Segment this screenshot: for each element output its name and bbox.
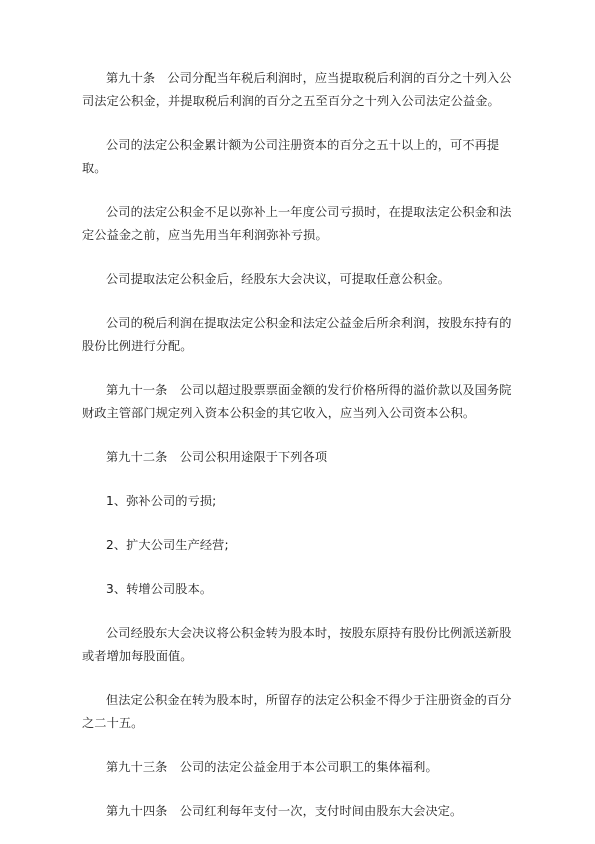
paragraph-article-91: 第九十一条 公司以超过股票票面金额的发行价格所得的溢价款以及国务院财政主管部门规定列入资本公积金的其它收入，应当列入公司资本公积。	[82, 383, 512, 420]
paragraph-article-94: 第九十四条 公司红利每年支付一次，支付时间由股东大会决定。	[106, 804, 463, 818]
paragraph-article-93: 第九十三条 公司的法定公益金用于本公司职工的集体福利。	[106, 760, 438, 774]
list-item-2: 2、扩大公司生产经营;	[106, 538, 229, 552]
paragraph-retained-reserve: 但法定公积金在转为股本时，所留存的法定公积金不得少于注册资金的百分之二十五。	[82, 693, 512, 730]
paragraph-capitalization: 公司经股东大会决议将公积金转为股本时，按股东原持有股份比例派送新股或者增加每股面值。	[82, 626, 512, 663]
paragraph-discretionary-reserve: 公司提取法定公积金后，经股东大会决议，可提取任意公积金。	[106, 272, 451, 286]
list-item-1: 1、弥补公司的亏损;	[106, 494, 217, 508]
paragraph-loss-compensation: 公司的法定公积金不足以弥补上一年度公司亏损时，在提取法定公积金和法定公益金之前，应当先用当年利润弥补亏损。	[82, 205, 512, 242]
paragraph-article-92: 第九十二条 公司公积用途限于下列各项	[106, 450, 328, 464]
list-item-3: 3、转增公司股本。	[106, 582, 213, 596]
paragraph-reserve-limit: 公司的法定公积金累计额为公司注册资本的百分之五十以上的，可不再提取。	[82, 138, 500, 175]
paragraph-profit-distribution: 公司的税后利润在提取法定公积金和法定公益金后所余利润，按股东持有的股份比例进行分配。	[82, 316, 512, 353]
paragraph-article-90: 第九十条 公司分配当年税后利润时，应当提取税后利润的百分之十列入公司法定公积金，并提取税后利润的百分之五至百分之十列入公司法定公益金。	[82, 71, 512, 108]
document-body	[82, 67, 522, 844]
